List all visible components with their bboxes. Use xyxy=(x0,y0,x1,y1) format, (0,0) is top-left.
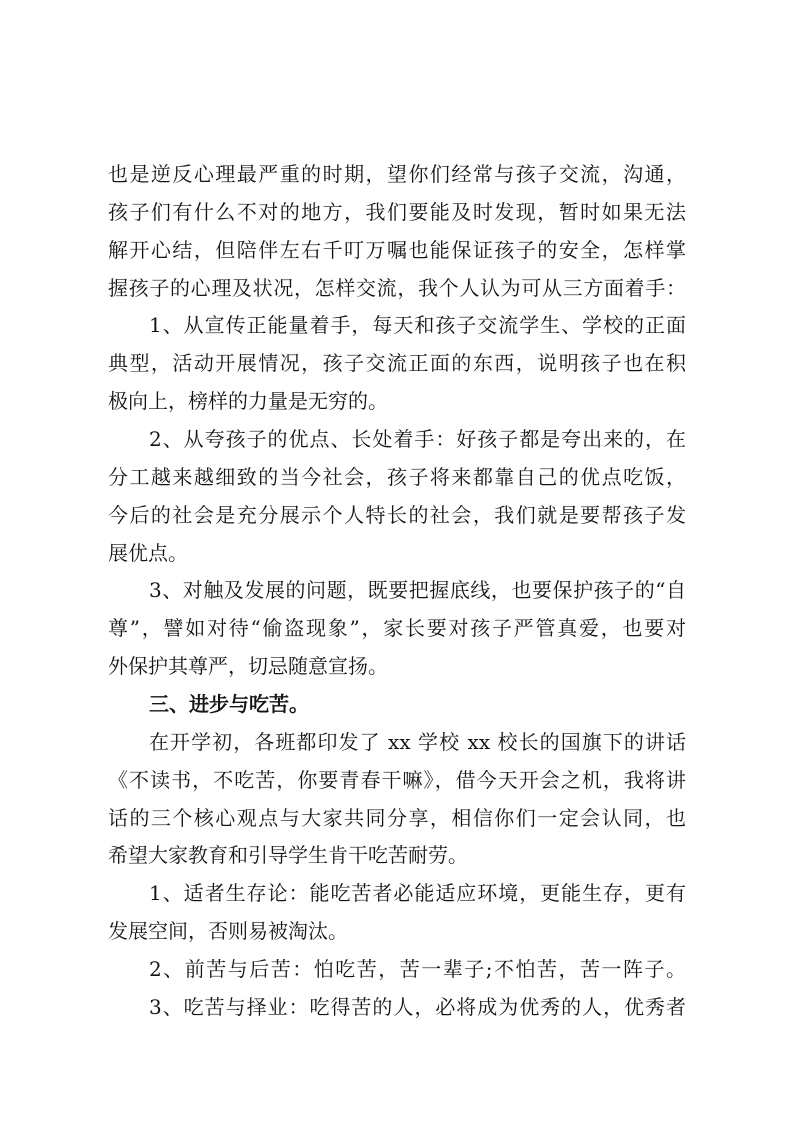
text-line: 尊”，譬如对待“偷盗现象”，家长要对孩子严管真爱，也要对 xyxy=(108,616,686,641)
paragraph xyxy=(108,307,686,421)
document-body xyxy=(108,156,686,1027)
text-line: 1、从宣传正能量着手，每天和孩子交流学生、学校的正面 xyxy=(149,313,686,338)
text-line: 发展空间，否则易被淘汰。 xyxy=(108,919,348,944)
paragraph xyxy=(108,156,686,307)
text-line: 也是逆反心理最严重的时期，望你们经常与孩子交流，沟通， xyxy=(108,162,686,186)
text-line: 极向上，榜样的力量是无穷的。 xyxy=(108,389,388,414)
text-line: 解开心结，但陪伴左右千叮万嘱也能保证孩子的安全，怎样掌 xyxy=(108,237,686,262)
text-line: 孩子们有什么不对的地方，我们要能及时发现，暂时如果无法 xyxy=(108,199,686,224)
text-line: 典型，活动开展情况，孩子交流正面的东西，说明孩子也在积 xyxy=(108,351,686,376)
text-line: 分工越来越细致的当今社会，孩子将来都靠自己的优点吃饭， xyxy=(108,464,686,489)
text-line: 话的三个核心观点与大家共同分享，相信你们一定会认同，也 xyxy=(108,805,686,830)
paragraph xyxy=(108,421,686,572)
text-line: 今后的社会是充分展示个人特长的社会，我们就是要帮孩子发 xyxy=(108,502,686,527)
text-line: 2、前苦与后苦：怕吃苦，苦一辈子;不怕苦，苦一阵子。 xyxy=(149,957,686,982)
text-line: 3、吃苦与择业：吃得苦的人，必将成为优秀的人，优秀者 xyxy=(149,994,686,1019)
section-heading-text: 三、进步与吃苦。 xyxy=(149,692,309,717)
paragraph xyxy=(108,875,686,951)
text-line: 1、适者生存论：能吃苦者必能适应环境，更能生存，更有 xyxy=(149,881,686,906)
paragraph xyxy=(108,989,686,1027)
text-line: 外保护其尊严，切忌随意宣扬。 xyxy=(108,654,388,679)
text-line: 希望大家教育和引导学生肯干吃苦耐劳。 xyxy=(108,843,468,868)
text-line: 握孩子的心理及状况，怎样交流，我个人认为可从三方面着手： xyxy=(108,275,686,300)
paragraph xyxy=(108,951,686,989)
text-line: 展优点。 xyxy=(108,540,188,565)
text-line: 在开学初，各班都印发了 xx 学校 xx 校长的国旗下的讲话 xyxy=(149,729,686,754)
text-line: 2、从夸孩子的优点、长处着手：好孩子都是夸出来的，在 xyxy=(149,427,686,452)
paragraph xyxy=(108,572,686,686)
text-line: 3、对触及发展的问题，既要把握底线，也要保护孩子的“自 xyxy=(149,578,686,603)
paragraph xyxy=(108,724,686,875)
text-line: 《不读书，不吃苦，你要青春干嘛》，借今天开会之机，我将讲 xyxy=(108,767,686,792)
section-heading xyxy=(108,686,686,724)
